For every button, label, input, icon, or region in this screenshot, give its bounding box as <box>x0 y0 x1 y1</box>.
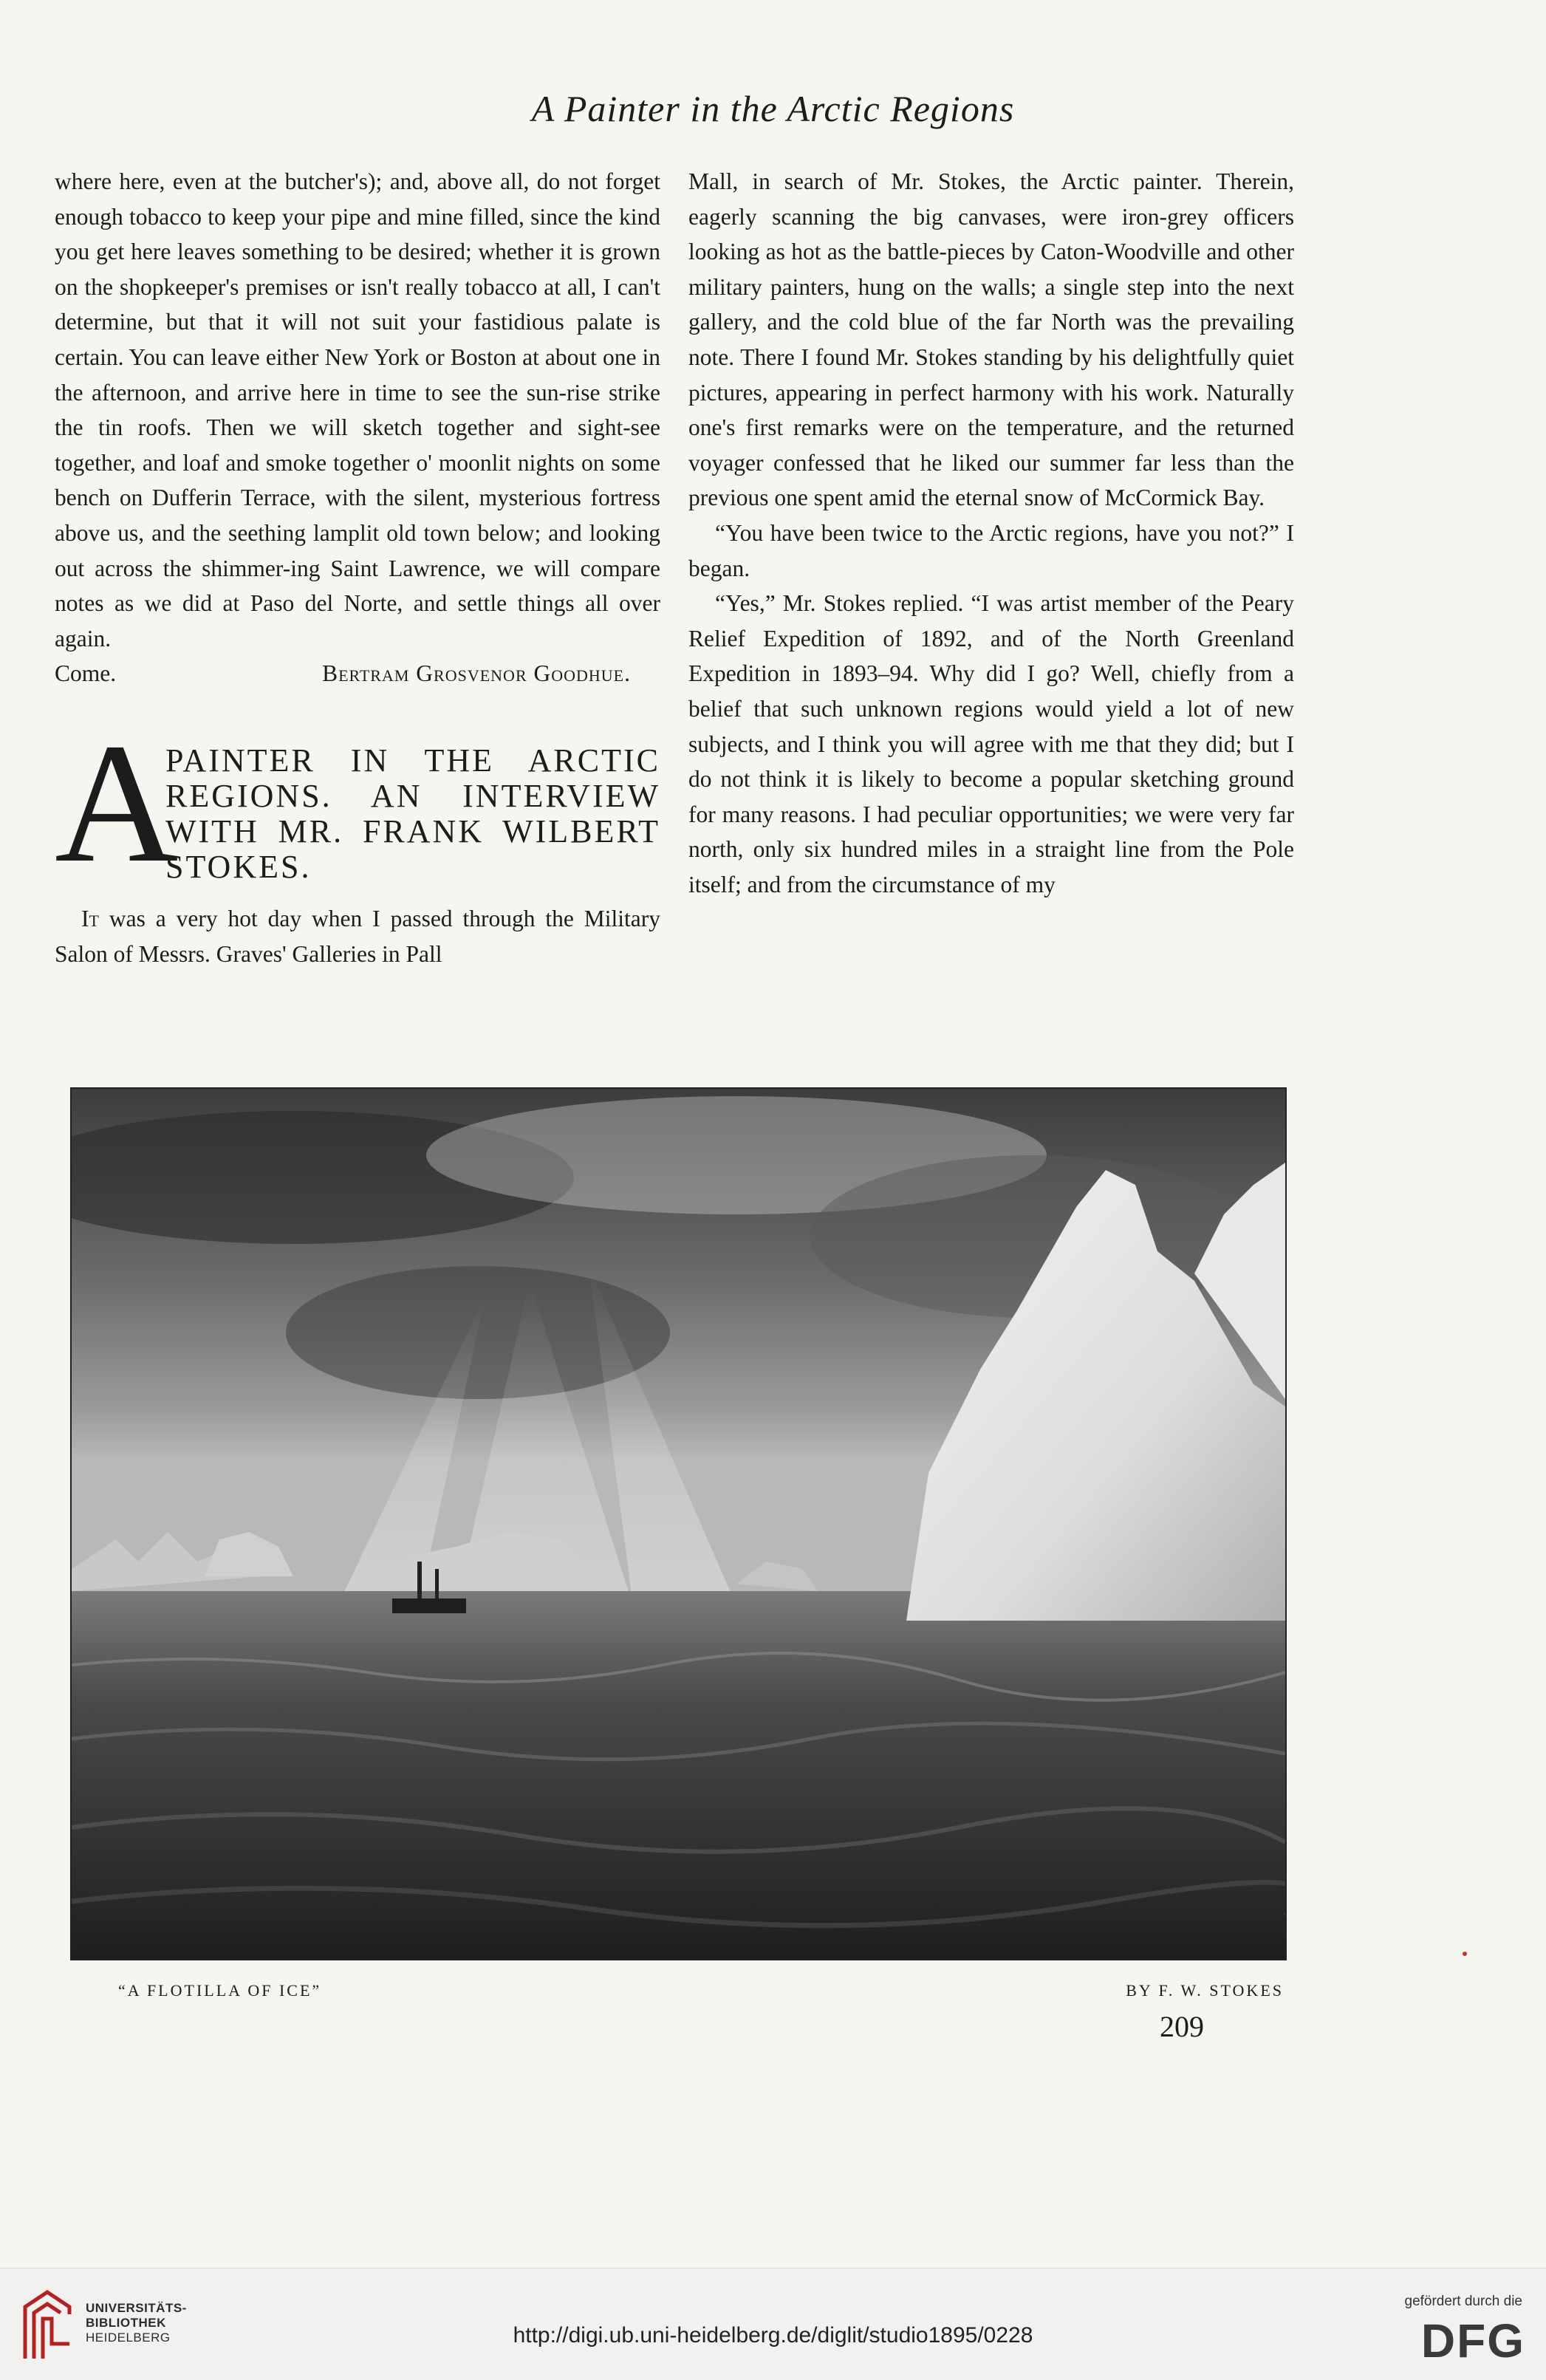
body-paragraph: where here, even at the butcher's); and, above all, do not forget enough tobacco to keep your pipe and mine filled, since the kind you get here leaves something to be desired; whether it is grown on the shopkeeper's premises or isn't really tobacco at all, I can't determine, but that it will not suit your fastidious palate is certain. You can leave either New York or Boston at about one in the afternoon, and arrive here in time to see the sun-rise strike the tin roofs. Then we will sketch together and sight-see together, and loaf and smoke together o' moonlit nights on some bench on Dufferin Terrace, with the silent, mysterious fortress above us, and the seething lamplit old town below; and looking out across the shimmer-ing Saint Lawrence, we will compare notes as we did at Paso del Norte, and settle things all over again. <box>55 168 660 652</box>
page-number: 209 <box>1160 2010 1204 2043</box>
intro-text: was a very hot day when I passed through the Military Salon of Messrs. Graves' Galleries in Pall <box>55 905 660 967</box>
digitization-footer <box>0 2268 1546 2380</box>
dfg-logo: DFG <box>1420 2314 1525 2367</box>
right-column <box>688 164 1294 902</box>
iceberg-seascape-image <box>72 1089 1285 1959</box>
scan-mark <box>1463 1952 1467 1956</box>
digital-copy-link[interactable]: http://digi.ub.uni-heidelberg.de/diglit/studio1895/0228 <box>513 2323 1033 2347</box>
page-title: A Painter in the Arctic Regions <box>531 88 1015 129</box>
drop-cap: A <box>55 708 179 898</box>
intro-smallcaps: It <box>81 905 99 931</box>
figure-caption-credit: BY F. W. STOKES <box>1126 1981 1284 2000</box>
intro-paragraph <box>55 901 660 971</box>
article-heading <box>55 708 660 898</box>
body-paragraph: “Yes,” Mr. Stokes replied. “I was artist member of the Peary Relief Expedition of 1892, and of the North Greenland Expedition in 1893–94. Why did I go? Well, chiefly from a belief that such unknown regions would yield a lot of new subjects, and I think you will agree with me that they did; but I do not think it is likely to become a popular sketching ground for many reasons. I had peculiar opportunities; we were very far north, only six hundred miles in a straight line from the Pole itself; and from the circumstance of my <box>688 590 1294 897</box>
signature-line <box>55 656 660 691</box>
funder-label: gefördert durch die <box>1404 2294 1522 2309</box>
body-paragraph: Mall, in search of Mr. Stokes, the Arctic painter. Therein, eagerly scanning the big canvases, were iron-grey officers looking as hot as the battle-pieces by Caton-Woodville and other military painters, hung on the walls; a single step into the next gallery, and the cold blue of the far North was the prevailing note. There I found Mr. Stokes standing by his delightfully quiet pictures, appearing in perfect harmony with his work. Naturally one's first remarks were on the temperature, and the returned voyager confessed that he liked our summer far less than the previous one spent amid the eternal snow of McCormick Bay. <box>688 168 1294 511</box>
essay-author: Bertram Grosvenor Goodhue. <box>322 660 631 687</box>
figure-caption-title: “A FLOTILLA OF ICE” <box>118 1981 322 2000</box>
article-heading-text: PAINTER IN THE ARCTIC REGIONS. AN INTERVIEW WITH MR. FRANK WILBERT STOKES. <box>165 742 660 885</box>
left-column <box>55 164 660 971</box>
closing-word: Come. <box>55 660 117 687</box>
library-name: UNIVERSITÄTS- BIBLIOTHEK HEIDELBERG <box>86 2301 187 2345</box>
body-paragraph: “You have been twice to the Arctic regions, have you not?” I began. <box>688 519 1294 581</box>
painting-illustration <box>70 1087 1287 1960</box>
